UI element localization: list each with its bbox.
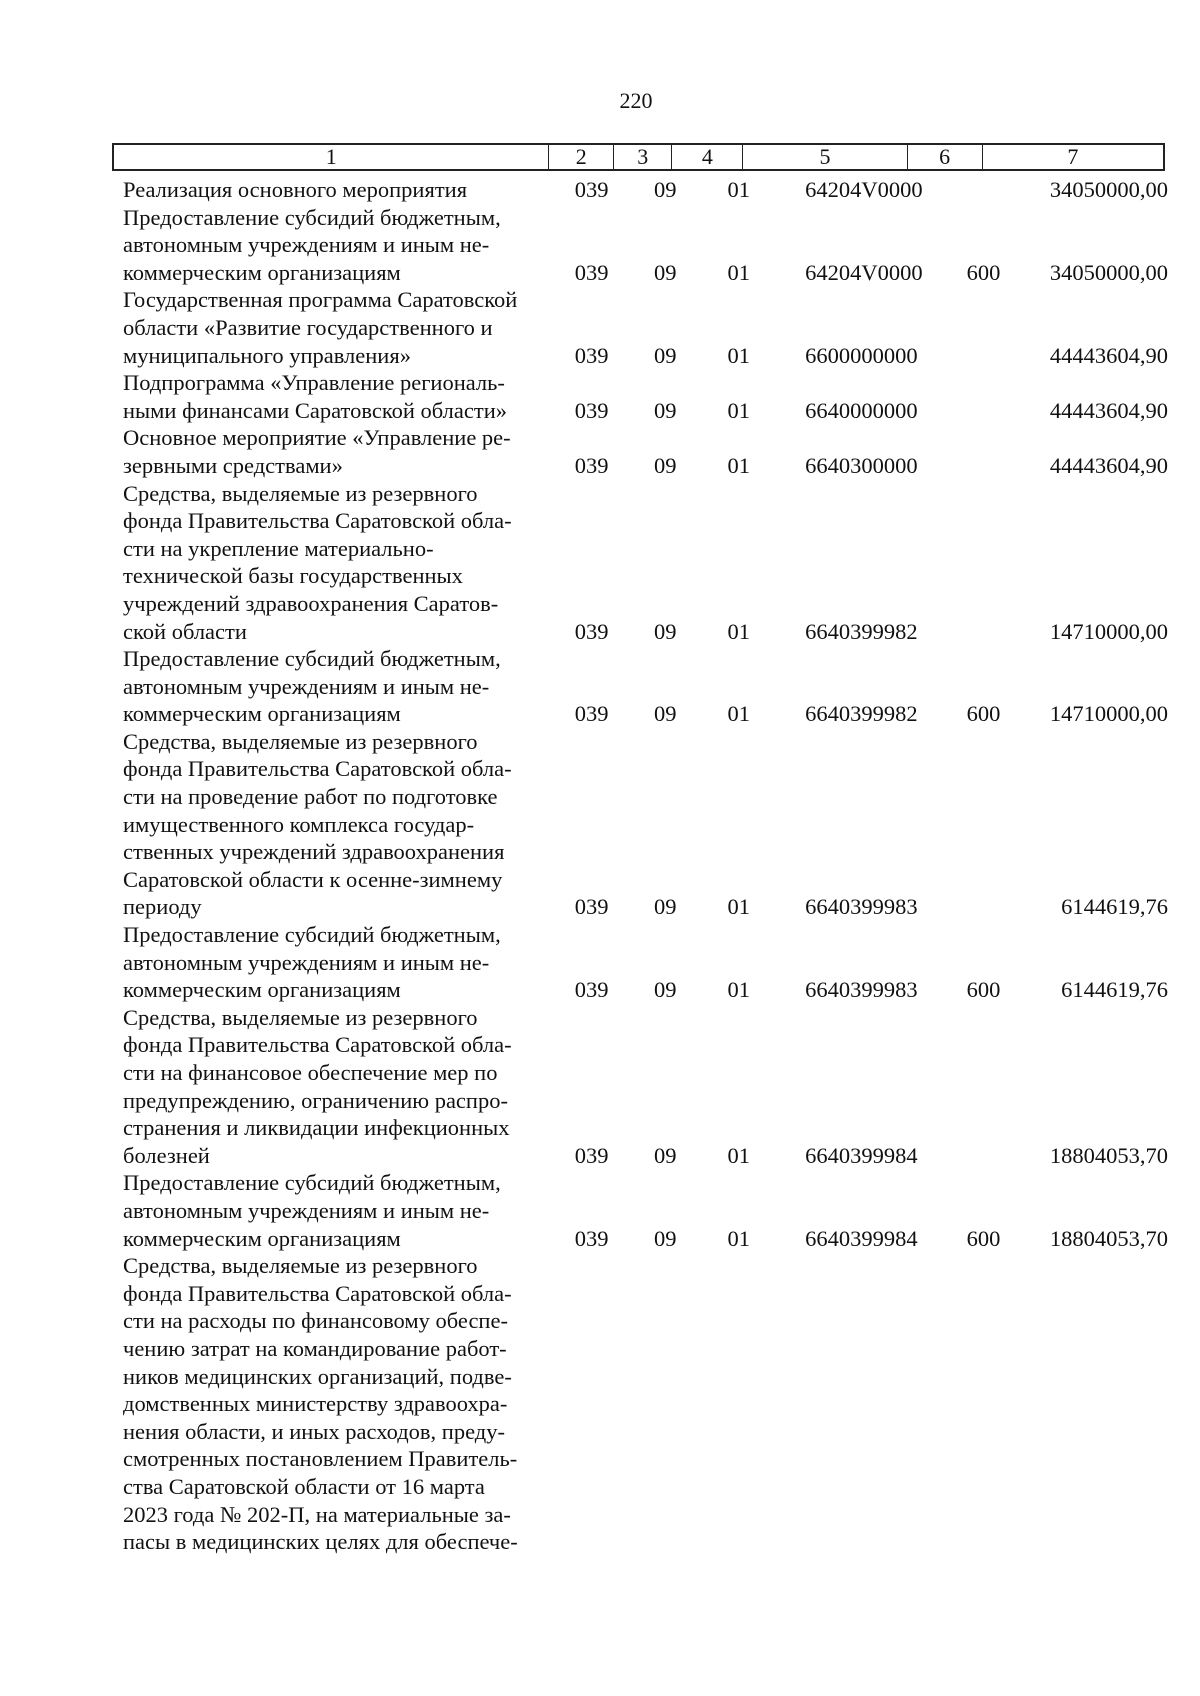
cell-c4: 01	[727, 894, 750, 920]
row-description	[123, 1169, 553, 1252]
description-line: смотренных постановлением Правитель-	[123, 1446, 518, 1472]
description-line: ными финансами Саратовской области»	[123, 397, 507, 423]
cell-c2: 039	[574, 701, 609, 727]
header-col-4: 4	[672, 144, 743, 170]
header-col-3: 3	[614, 144, 672, 170]
cell-c4: 01	[727, 259, 750, 285]
cell-c7: 34050000,00	[1049, 259, 1168, 285]
description-line: зервными средствами»	[123, 452, 343, 478]
header-col-5: 5	[743, 144, 907, 170]
description-line: Основное мероприятие «Управление ре-	[123, 425, 511, 451]
cell-c4: 01	[727, 342, 750, 368]
description-line: коммерческим организациям	[123, 977, 401, 1003]
description-line: Средства, выделяемые из резервного	[123, 1004, 478, 1030]
table-row	[123, 728, 1168, 921]
row-description	[123, 645, 553, 728]
description-line: Средства, выделяемые из резервного	[123, 728, 478, 754]
cell-c2: 039	[574, 342, 609, 368]
table-row	[123, 1169, 1168, 1252]
description-line: Предоставление субсидий бюджетным,	[123, 1170, 501, 1196]
cell-c7: 44443604,90	[1049, 397, 1168, 423]
cell-c3: 09	[654, 701, 677, 727]
description-line: автономным учреждениям и иным не-	[123, 232, 490, 258]
cell-c5: 6600000000	[805, 342, 918, 368]
row-description	[123, 921, 553, 1004]
description-line: болезней	[123, 1142, 210, 1168]
cell-c5: 6640399984	[805, 1225, 918, 1251]
cell-c2: 039	[574, 1225, 609, 1251]
description-line: Саратовской области к осенне-зимнему	[123, 866, 503, 892]
cell-c5: 64204V0000	[805, 177, 923, 202]
description-line: ственных учреждений здравоохранения	[123, 839, 505, 865]
cell-c7: 34050000,00	[1049, 177, 1168, 202]
cell-c2: 039	[574, 977, 609, 1003]
cell-c6: 600	[966, 977, 1001, 1003]
description-line: фонда Правительства Саратовской обла-	[123, 1032, 512, 1058]
description-line: имущественного комплекса государ-	[123, 811, 475, 837]
description-line: коммерческим организациям	[123, 259, 401, 285]
row-description	[123, 176, 553, 204]
cell-c4: 01	[727, 977, 750, 1003]
cell-c3: 09	[654, 618, 677, 644]
table-body	[123, 176, 1168, 1556]
description-line: сти на проведение работ по подготовке	[123, 784, 498, 810]
description-line: сти на расходы по финансовому обеспе-	[123, 1308, 508, 1334]
description-line: периоду	[123, 894, 202, 920]
cell-c3: 09	[654, 977, 677, 1003]
cell-c7: 18804053,70	[1049, 1225, 1168, 1251]
table-row	[123, 645, 1168, 728]
table-row	[123, 1004, 1168, 1170]
table-row	[123, 286, 1168, 369]
cell-c7: 18804053,70	[1049, 1142, 1168, 1168]
description-line: области «Развитие государственного и	[123, 314, 493, 340]
header-col-7: 7	[982, 144, 1164, 170]
cell-c4: 01	[727, 1142, 750, 1168]
description-line: автономным учреждениям и иным не-	[123, 949, 490, 975]
cell-c7: 44443604,90	[1049, 452, 1168, 478]
cell-c3: 09	[654, 1142, 677, 1168]
description-line: пасы в медицинских целях для обеспече-	[123, 1529, 518, 1555]
description-line: нения области, и иных расходов, преду-	[123, 1418, 505, 1444]
description-line: Реализация основного мероприятия	[123, 177, 468, 202]
header-col-6: 6	[907, 144, 982, 170]
description-line: сти на финансовое обеспечение мер по	[123, 1060, 498, 1085]
description-line: ской области	[123, 618, 247, 644]
row-description	[123, 286, 553, 369]
table-row	[123, 424, 1168, 479]
description-line: учреждений здравоохранения Саратов-	[123, 590, 499, 616]
cell-c3: 09	[654, 1225, 677, 1251]
row-description	[123, 480, 553, 646]
cell-c4: 01	[727, 618, 750, 644]
cell-c5: 6640399984	[805, 1142, 918, 1168]
description-line: Средства, выделяемые из резервного	[123, 480, 478, 506]
description-line: муниципального управления»	[123, 342, 411, 368]
row-description	[123, 204, 553, 287]
cell-c5: 6640399982	[805, 701, 918, 727]
description-line: Предоставление субсидий бюджетным,	[123, 204, 501, 230]
cell-c6: 600	[966, 701, 1001, 727]
cell-c3: 09	[654, 342, 677, 368]
header-col-2: 2	[549, 144, 614, 170]
row-description	[123, 1004, 553, 1170]
description-line: коммерческим организациям	[123, 1225, 401, 1251]
description-line: технической базы государственных	[123, 563, 463, 589]
table-row	[123, 204, 1168, 287]
description-line: Предоставление субсидий бюджетным,	[123, 922, 501, 948]
cell-c2: 039	[574, 397, 609, 423]
cell-c5: 6640300000	[805, 452, 918, 478]
cell-c3: 09	[654, 894, 677, 920]
cell-c4: 01	[727, 177, 750, 202]
description-line: чению затрат на командирование работ-	[123, 1335, 507, 1361]
description-line: странения и ликвидации инфекционных	[123, 1115, 510, 1141]
cell-c4: 01	[727, 452, 750, 478]
description-line: коммерческим организациям	[123, 701, 401, 727]
row-description	[123, 728, 553, 921]
table-row	[123, 1252, 1168, 1556]
cell-c2: 039	[574, 452, 609, 478]
description-line: сти на укрепление материально-	[123, 535, 434, 561]
description-line: фонда Правительства Саратовской обла-	[123, 1280, 512, 1306]
description-line: автономным учреждениям и иным не-	[123, 673, 490, 699]
cell-c5: 6640399983	[805, 894, 918, 920]
cell-c7: 6144619,76	[1061, 894, 1168, 920]
description-line: домственных министерству здравоохра-	[123, 1391, 508, 1417]
cell-c4: 01	[727, 397, 750, 423]
description-line: Средства, выделяемые из резервного	[123, 1253, 478, 1279]
cell-c7: 44443604,90	[1049, 342, 1168, 368]
cell-c3: 09	[654, 397, 677, 423]
table-row	[123, 176, 1168, 204]
description-line: Подпрограмма «Управление региональ-	[123, 370, 505, 396]
description-line: Предоставление субсидий бюджетным,	[123, 646, 501, 672]
description-line: автономным учреждениям и иным не-	[123, 1197, 490, 1223]
header-col-1: 1	[113, 144, 549, 170]
description-line: 2023 года № 202-П, на материальные за-	[123, 1501, 511, 1527]
row-description	[123, 1252, 553, 1556]
cell-c3: 09	[654, 259, 677, 285]
description-line: ства Саратовской области от 16 марта	[123, 1473, 485, 1499]
cell-c2: 039	[574, 1142, 609, 1168]
cell-c2: 039	[574, 894, 609, 920]
description-line: предупреждению, ограничению распро-	[123, 1087, 508, 1113]
cell-c3: 09	[654, 177, 677, 202]
cell-c7: 14710000,00	[1049, 701, 1168, 727]
cell-c6: 600	[966, 1225, 1001, 1251]
description-line: Государственная программа Саратовской	[123, 287, 518, 313]
description-line: фонда Правительства Саратовской обла-	[123, 756, 512, 782]
row-description	[123, 369, 553, 424]
cell-c5: 6640000000	[805, 397, 918, 423]
cell-c5: 64204V0000	[805, 259, 923, 285]
page-number: 220	[619, 88, 653, 113]
description-line: ников медицинских организаций, подве-	[123, 1363, 512, 1389]
table-row	[123, 921, 1168, 1004]
cell-c4: 01	[727, 701, 750, 727]
cell-c3: 09	[654, 452, 677, 478]
table-row	[123, 480, 1168, 646]
table-row	[123, 369, 1168, 424]
row-description	[123, 424, 553, 479]
description-line: фонда Правительства Саратовской обла-	[123, 508, 512, 534]
cell-c6: 600	[966, 259, 1001, 285]
cell-c7: 14710000,00	[1049, 618, 1168, 644]
cell-c7: 6144619,76	[1061, 977, 1168, 1003]
cell-c2: 039	[574, 259, 609, 285]
cell-c2: 039	[574, 177, 609, 202]
cell-c4: 01	[727, 1225, 750, 1251]
cell-c5: 6640399982	[805, 618, 918, 644]
cell-c2: 039	[574, 618, 609, 644]
cell-c5: 6640399983	[805, 977, 918, 1003]
table-header	[112, 143, 1165, 171]
